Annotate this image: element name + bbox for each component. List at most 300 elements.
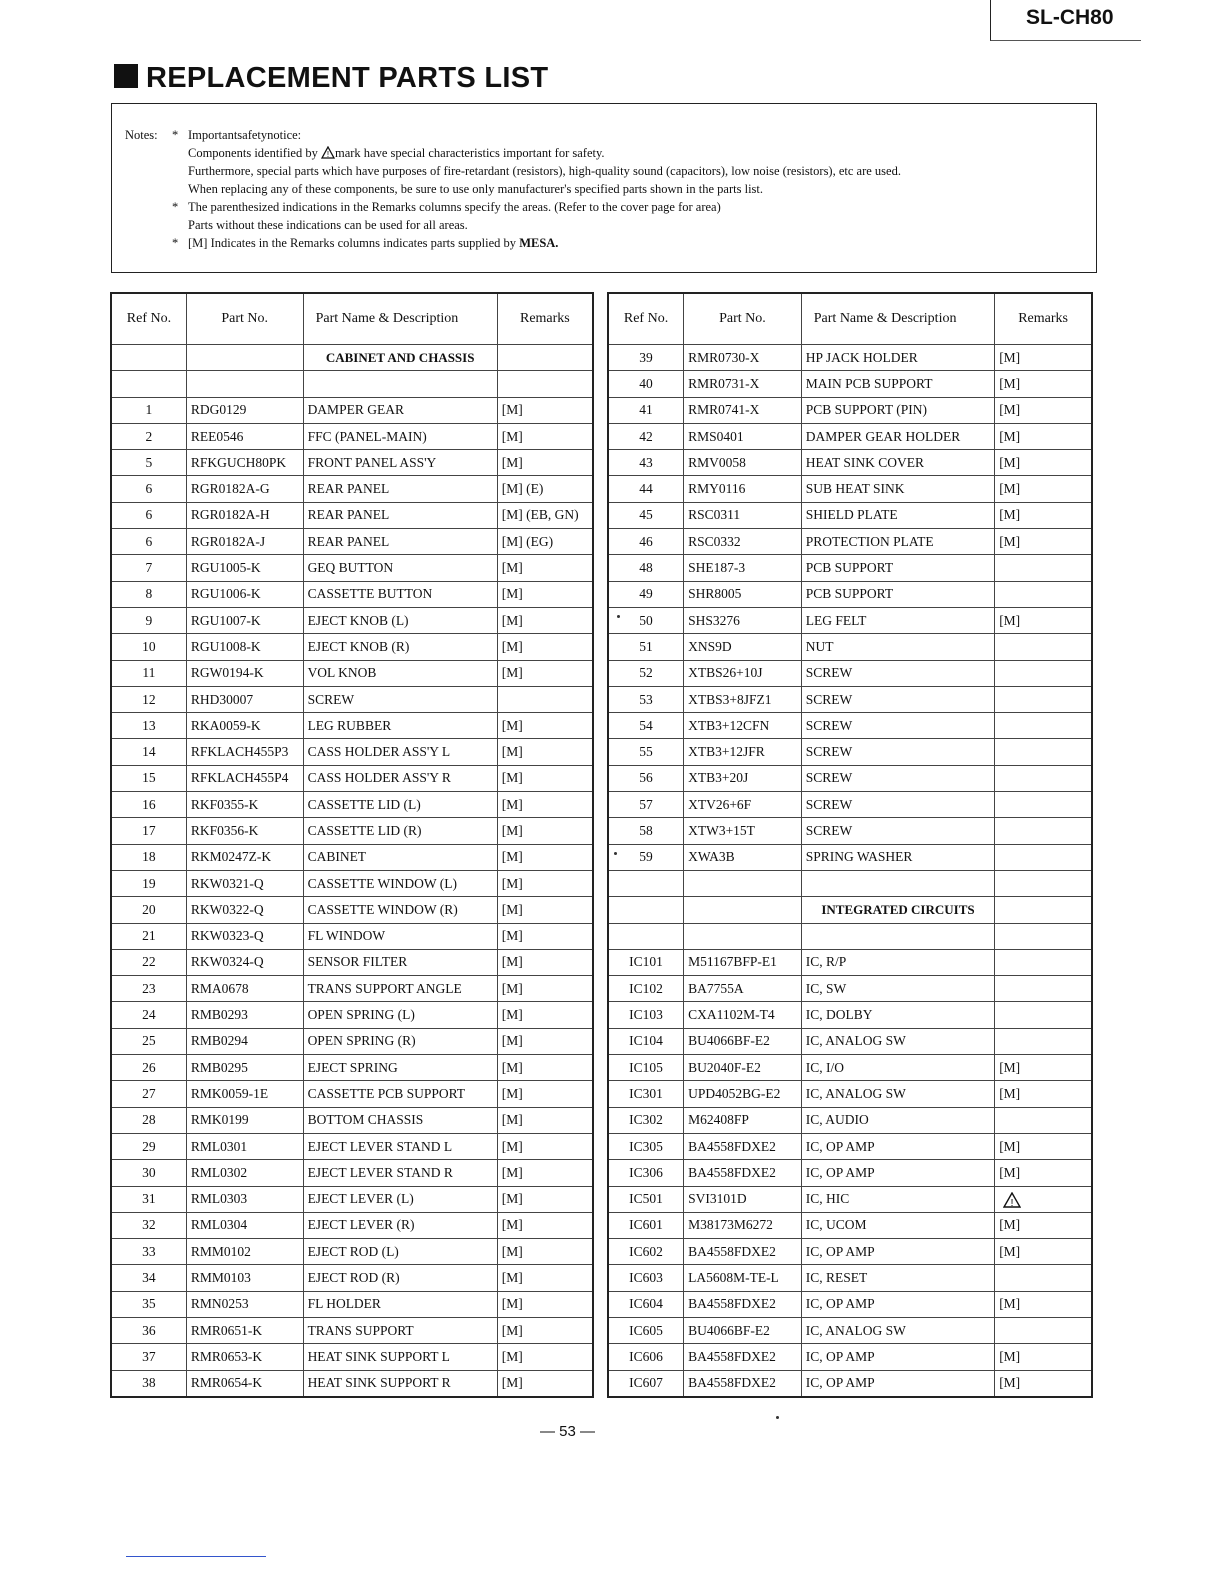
cell-part-no: M51167BFP-E1 bbox=[684, 949, 802, 975]
cell-ref: 9 bbox=[111, 607, 186, 633]
cell-description: EJECT ROD (L) bbox=[303, 1239, 497, 1265]
table-row bbox=[111, 1081, 593, 1107]
cell-remarks: [M] bbox=[497, 1160, 593, 1186]
cell-remarks: [M] bbox=[497, 660, 593, 686]
cell-ref: 30 bbox=[111, 1160, 186, 1186]
cell-description: REAR PANEL bbox=[303, 529, 497, 555]
cell-part-no: SHS3276 bbox=[684, 607, 802, 633]
cell-ref: 25 bbox=[111, 1028, 186, 1054]
cell-ref: 48 bbox=[608, 555, 684, 581]
cell-ref: IC603 bbox=[608, 1265, 684, 1291]
cell-description: IC, OP AMP bbox=[801, 1344, 994, 1370]
cell-ref: 32 bbox=[111, 1212, 186, 1238]
cell-part-no: RKA0059-K bbox=[186, 713, 303, 739]
cell-description: INTEGRATED CIRCUITS bbox=[801, 897, 994, 923]
cell-part-no: RGU1007-K bbox=[186, 607, 303, 633]
cell-part-no: RMM0103 bbox=[186, 1265, 303, 1291]
cell-ref: 14 bbox=[111, 739, 186, 765]
table-row bbox=[111, 1133, 593, 1159]
cell-description: CASS HOLDER ASS'Y R bbox=[303, 765, 497, 791]
cell-part-no: RFKLACH455P3 bbox=[186, 739, 303, 765]
cell-ref: 19 bbox=[111, 870, 186, 896]
cell-ref: 10 bbox=[111, 634, 186, 660]
table-row bbox=[608, 450, 1092, 476]
col-part-header: Part No. bbox=[684, 293, 802, 345]
cell-description: EJECT KNOB (R) bbox=[303, 634, 497, 660]
cell-remarks bbox=[995, 844, 1092, 870]
table-row bbox=[111, 686, 593, 712]
table-row bbox=[111, 502, 593, 528]
cell-ref: IC501 bbox=[608, 1186, 684, 1212]
cell-remarks: [M] bbox=[995, 1055, 1092, 1081]
cell-description: IC, OP AMP bbox=[801, 1370, 994, 1397]
cell-ref: IC601 bbox=[608, 1212, 684, 1238]
cell-remarks bbox=[995, 976, 1092, 1002]
cell-part-no: RKF0356-K bbox=[186, 818, 303, 844]
table-row bbox=[111, 581, 593, 607]
cell-part-no: XTBS26+10J bbox=[684, 660, 802, 686]
cell-description: IC, HIC bbox=[801, 1186, 994, 1212]
table-row bbox=[608, 686, 1092, 712]
cell-description: SCREW bbox=[801, 713, 994, 739]
cell-remarks: [M] (EB, GN) bbox=[497, 502, 593, 528]
model-number: SL-CH80 bbox=[1026, 6, 1114, 29]
cell-part-no: XTB3+20J bbox=[684, 765, 802, 791]
cell-description: SPRING WASHER bbox=[801, 844, 994, 870]
parts-table-right bbox=[607, 292, 1093, 1398]
cell-description: IC, OP AMP bbox=[801, 1133, 994, 1159]
cell-description: SCREW bbox=[801, 660, 994, 686]
cell-ref: 6 bbox=[111, 529, 186, 555]
cell-ref: 8 bbox=[111, 581, 186, 607]
cell-description: SHIELD PLATE bbox=[801, 502, 994, 528]
cell-description: EJECT LEVER STAND R bbox=[303, 1160, 497, 1186]
cell-remarks bbox=[995, 1107, 1092, 1133]
cell-remarks: [M] bbox=[497, 949, 593, 975]
cell-remarks: [M] bbox=[497, 1370, 593, 1397]
cell-part-no: RGR0182A-G bbox=[186, 476, 303, 502]
table-row bbox=[608, 607, 1092, 633]
cell-remarks bbox=[995, 765, 1092, 791]
page-title bbox=[114, 62, 548, 95]
cell-remarks: [M] bbox=[995, 476, 1092, 502]
cell-ref: IC101 bbox=[608, 949, 684, 975]
cell-remarks: [M] (EG) bbox=[497, 529, 593, 555]
cell-remarks bbox=[995, 1186, 1092, 1212]
scan-speck bbox=[614, 852, 617, 855]
table-row bbox=[111, 634, 593, 660]
cell-part-no: M62408FP bbox=[684, 1107, 802, 1133]
cell-ref: 51 bbox=[608, 634, 684, 660]
cell-description: IC, ANALOG SW bbox=[801, 1317, 994, 1343]
cell-ref: IC302 bbox=[608, 1107, 684, 1133]
cell-ref: 55 bbox=[608, 739, 684, 765]
cell-part-no: RKW0324-Q bbox=[186, 949, 303, 975]
cell-description: FL HOLDER bbox=[303, 1291, 497, 1317]
parts-table-left bbox=[110, 292, 594, 1398]
cell-part-no: BA4558FDXE2 bbox=[684, 1291, 802, 1317]
table-row bbox=[111, 423, 593, 449]
cell-description: PCB SUPPORT bbox=[801, 581, 994, 607]
cell-remarks: [M] bbox=[497, 1212, 593, 1238]
cell-description: IC, ANALOG SW bbox=[801, 1028, 994, 1054]
cell-part-no: RKW0321-Q bbox=[186, 870, 303, 896]
cell-remarks bbox=[995, 897, 1092, 923]
table-row bbox=[608, 949, 1092, 975]
table-row bbox=[111, 1160, 593, 1186]
cell-part-no: BU4066BF-E2 bbox=[684, 1317, 802, 1343]
cell-part-no: RML0303 bbox=[186, 1186, 303, 1212]
cell-ref: 45 bbox=[608, 502, 684, 528]
cell-part-no: RKM0247Z-K bbox=[186, 844, 303, 870]
cell-ref: 53 bbox=[608, 686, 684, 712]
cell-description: HEAT SINK COVER bbox=[801, 450, 994, 476]
cell-part-no: RMM0102 bbox=[186, 1239, 303, 1265]
table-row bbox=[608, 1002, 1092, 1028]
cell-ref: IC602 bbox=[608, 1239, 684, 1265]
cell-description: IC, OP AMP bbox=[801, 1291, 994, 1317]
cell-ref: 21 bbox=[111, 923, 186, 949]
table-row bbox=[111, 739, 593, 765]
table-row bbox=[111, 870, 593, 896]
cell-part-no: SHR8005 bbox=[684, 581, 802, 607]
table-row bbox=[608, 1028, 1092, 1054]
table-row bbox=[111, 1186, 593, 1212]
cell-ref: 6 bbox=[111, 502, 186, 528]
cell-ref bbox=[608, 870, 684, 896]
cell-part-no: XNS9D bbox=[684, 634, 802, 660]
cell-ref: 38 bbox=[111, 1370, 186, 1397]
cell-part-no: RMR0653-K bbox=[186, 1344, 303, 1370]
page-number: — 53 — bbox=[540, 1423, 596, 1440]
notes-box bbox=[111, 103, 1097, 273]
cell-ref: 58 bbox=[608, 818, 684, 844]
cell-remarks: [M] bbox=[497, 765, 593, 791]
notes-line-3: Furthermore, special parts which have purposes of fire-retardant (resistors), high-quality sound (capacitors), low noise (resistors), etc are used. bbox=[188, 164, 901, 178]
cell-ref: IC103 bbox=[608, 1002, 684, 1028]
cell-remarks bbox=[995, 818, 1092, 844]
table-row bbox=[608, 897, 1092, 923]
cell-part-no bbox=[186, 345, 303, 371]
cell-ref bbox=[111, 345, 186, 371]
cell-part-no: RMB0295 bbox=[186, 1055, 303, 1081]
cell-remarks: [M] bbox=[497, 1133, 593, 1159]
table-row bbox=[608, 371, 1092, 397]
cell-remarks: [M] bbox=[995, 1344, 1092, 1370]
cell-ref: 35 bbox=[111, 1291, 186, 1317]
table-row bbox=[111, 607, 593, 633]
cell-part-no: BA4558FDXE2 bbox=[684, 1239, 802, 1265]
table-row bbox=[111, 450, 593, 476]
cell-remarks bbox=[995, 1028, 1092, 1054]
cell-ref: 16 bbox=[111, 792, 186, 818]
cell-description: CASSETTE LID (R) bbox=[303, 818, 497, 844]
cell-part-no: SVI3101D bbox=[684, 1186, 802, 1212]
table-row bbox=[608, 818, 1092, 844]
cell-description bbox=[801, 923, 994, 949]
divider bbox=[126, 1556, 266, 1557]
table-row bbox=[111, 476, 593, 502]
table-row bbox=[111, 949, 593, 975]
cell-ref: IC604 bbox=[608, 1291, 684, 1317]
cell-part-no: CXA1102M-T4 bbox=[684, 1002, 802, 1028]
cell-part-no: RMB0294 bbox=[186, 1028, 303, 1054]
cell-remarks: [M] bbox=[497, 1002, 593, 1028]
cell-description: IC, AUDIO bbox=[801, 1107, 994, 1133]
cell-ref: IC104 bbox=[608, 1028, 684, 1054]
cell-ref: 37 bbox=[111, 1344, 186, 1370]
cell-description: IC, I/O bbox=[801, 1055, 994, 1081]
cell-part-no: LA5608M-TE-L bbox=[684, 1265, 802, 1291]
table-row bbox=[111, 397, 593, 423]
cell-description: CABINET AND CHASSIS bbox=[303, 345, 497, 371]
cell-description: LEG FELT bbox=[801, 607, 994, 633]
cell-ref: IC102 bbox=[608, 976, 684, 1002]
cell-description: FL WINDOW bbox=[303, 923, 497, 949]
title-square-icon bbox=[114, 64, 138, 88]
table-row bbox=[608, 1239, 1092, 1265]
cell-remarks: [M] bbox=[995, 1212, 1092, 1238]
cell-remarks bbox=[995, 792, 1092, 818]
table-row bbox=[111, 923, 593, 949]
notes-line-6: Parts without these indications can be used for all areas. bbox=[188, 218, 468, 232]
cell-description: HEAT SINK SUPPORT R bbox=[303, 1370, 497, 1397]
cell-ref: 1 bbox=[111, 397, 186, 423]
cell-description: CABINET bbox=[303, 844, 497, 870]
cell-description: IC, OP AMP bbox=[801, 1160, 994, 1186]
warning-triangle-icon bbox=[1003, 1192, 1021, 1208]
cell-part-no: BA4558FDXE2 bbox=[684, 1160, 802, 1186]
cell-remarks: [M] bbox=[995, 1160, 1092, 1186]
table-row bbox=[608, 870, 1092, 896]
cell-remarks: [M] bbox=[497, 634, 593, 660]
table-header-row bbox=[111, 293, 593, 345]
warning-triangle-icon bbox=[321, 146, 335, 159]
cell-part-no: RMR0651-K bbox=[186, 1317, 303, 1343]
cell-ref bbox=[608, 923, 684, 949]
table-row bbox=[111, 844, 593, 870]
cell-ref: 31 bbox=[111, 1186, 186, 1212]
col-remarks-header: Remarks bbox=[497, 293, 593, 345]
table-row bbox=[111, 976, 593, 1002]
notes-label: Notes: bbox=[125, 128, 158, 142]
cell-remarks: [M] bbox=[497, 739, 593, 765]
table-row bbox=[608, 765, 1092, 791]
cell-description: PCB SUPPORT (PIN) bbox=[801, 397, 994, 423]
cell-remarks: [M] bbox=[995, 1291, 1092, 1317]
cell-description: HEAT SINK SUPPORT L bbox=[303, 1344, 497, 1370]
table-row bbox=[608, 502, 1092, 528]
cell-remarks: [M] bbox=[497, 607, 593, 633]
table-row bbox=[608, 923, 1092, 949]
cell-remarks: [M] bbox=[497, 555, 593, 581]
cell-part-no: RKF0355-K bbox=[186, 792, 303, 818]
cell-ref: 5 bbox=[111, 450, 186, 476]
title-text: REPLACEMENT PARTS LIST bbox=[146, 62, 549, 94]
cell-part-no: XTB3+12CFN bbox=[684, 713, 802, 739]
table-row bbox=[608, 844, 1092, 870]
cell-ref: 20 bbox=[111, 897, 186, 923]
cell-remarks: [M] bbox=[497, 844, 593, 870]
cell-description: REAR PANEL bbox=[303, 502, 497, 528]
cell-remarks bbox=[497, 371, 593, 397]
cell-description: IC, DOLBY bbox=[801, 1002, 994, 1028]
cell-ref: IC607 bbox=[608, 1370, 684, 1397]
cell-remarks: [M] bbox=[497, 792, 593, 818]
cell-part-no: RMS0401 bbox=[684, 423, 802, 449]
cell-part-no: RMK0199 bbox=[186, 1107, 303, 1133]
cell-remarks: [M] bbox=[995, 423, 1092, 449]
cell-part-no: RGU1008-K bbox=[186, 634, 303, 660]
table-row bbox=[111, 818, 593, 844]
cell-remarks bbox=[497, 345, 593, 371]
cell-description: FFC (PANEL-MAIN) bbox=[303, 423, 497, 449]
col-desc-header: Part Name & Description bbox=[303, 293, 497, 345]
cell-description: BOTTOM CHASSIS bbox=[303, 1107, 497, 1133]
cell-remarks: [M] bbox=[497, 923, 593, 949]
cell-ref: IC305 bbox=[608, 1133, 684, 1159]
cell-description: EJECT SPRING bbox=[303, 1055, 497, 1081]
cell-part-no: RMN0253 bbox=[186, 1291, 303, 1317]
cell-part-no: RMR0654-K bbox=[186, 1370, 303, 1397]
cell-description: CASSETTE LID (L) bbox=[303, 792, 497, 818]
col-remarks-header: Remarks bbox=[995, 293, 1092, 345]
cell-part-no: RMR0731-X bbox=[684, 371, 802, 397]
cell-remarks: [M] bbox=[995, 529, 1092, 555]
cell-remarks: [M] bbox=[497, 1291, 593, 1317]
table-row bbox=[608, 634, 1092, 660]
cell-description: SCREW bbox=[801, 739, 994, 765]
table-row bbox=[111, 1055, 593, 1081]
table-row bbox=[111, 1370, 593, 1397]
cell-remarks: [M] bbox=[497, 397, 593, 423]
cell-ref: 56 bbox=[608, 765, 684, 791]
cell-description: MAIN PCB SUPPORT bbox=[801, 371, 994, 397]
cell-part-no: RFKGUCH80PK bbox=[186, 450, 303, 476]
cell-ref: IC301 bbox=[608, 1081, 684, 1107]
cell-ref: 57 bbox=[608, 792, 684, 818]
cell-description: CASS HOLDER ASS'Y L bbox=[303, 739, 497, 765]
table-row bbox=[111, 765, 593, 791]
table-row bbox=[608, 713, 1092, 739]
cell-part-no: RMR0730-X bbox=[684, 345, 802, 371]
cell-ref: 12 bbox=[111, 686, 186, 712]
table-row bbox=[608, 581, 1092, 607]
cell-description: IC, SW bbox=[801, 976, 994, 1002]
table-row bbox=[608, 476, 1092, 502]
cell-part-no: BU4066BF-E2 bbox=[684, 1028, 802, 1054]
cell-description: IC, R/P bbox=[801, 949, 994, 975]
scan-speck bbox=[776, 1416, 779, 1419]
notes-line-4: When replacing any of these components, be sure to use only manufacturer's specified parts shown in the parts list. bbox=[188, 182, 764, 196]
cell-remarks: [M] bbox=[497, 450, 593, 476]
cell-part-no: RMA0678 bbox=[186, 976, 303, 1002]
table-row bbox=[608, 1107, 1092, 1133]
cell-ref: 24 bbox=[111, 1002, 186, 1028]
cell-remarks: [M] bbox=[497, 423, 593, 449]
scan-speck bbox=[617, 615, 620, 618]
cell-description: LEG RUBBER bbox=[303, 713, 497, 739]
cell-remarks: [M] bbox=[995, 371, 1092, 397]
cell-part-no: RFKLACH455P4 bbox=[186, 765, 303, 791]
svg-text:!: ! bbox=[326, 150, 330, 159]
cell-part-no: REE0546 bbox=[186, 423, 303, 449]
cell-remarks bbox=[995, 949, 1092, 975]
cell-part-no bbox=[684, 923, 802, 949]
cell-part-no: UPD4052BG-E2 bbox=[684, 1081, 802, 1107]
cell-part-no bbox=[684, 897, 802, 923]
cell-part-no: RML0304 bbox=[186, 1212, 303, 1238]
table-row bbox=[608, 1186, 1092, 1212]
table-row bbox=[111, 1317, 593, 1343]
table-body bbox=[608, 345, 1092, 1397]
cell-ref: 15 bbox=[111, 765, 186, 791]
cell-description bbox=[801, 870, 994, 896]
cell-description: DAMPER GEAR HOLDER bbox=[801, 423, 994, 449]
table-row bbox=[111, 1212, 593, 1238]
cell-ref: IC606 bbox=[608, 1344, 684, 1370]
table-row bbox=[608, 1344, 1092, 1370]
cell-part-no: RGR0182A-H bbox=[186, 502, 303, 528]
cell-description: IC, OP AMP bbox=[801, 1239, 994, 1265]
cell-part-no bbox=[684, 870, 802, 896]
cell-remarks: [M] bbox=[497, 1317, 593, 1343]
cell-description: EJECT KNOB (L) bbox=[303, 607, 497, 633]
cell-description: CASSETTE BUTTON bbox=[303, 581, 497, 607]
cell-remarks: [M] bbox=[995, 607, 1092, 633]
cell-remarks bbox=[995, 686, 1092, 712]
table-row bbox=[608, 397, 1092, 423]
cell-part-no bbox=[186, 371, 303, 397]
table-row bbox=[111, 1344, 593, 1370]
cell-ref: 43 bbox=[608, 450, 684, 476]
cell-description: SCREW bbox=[801, 765, 994, 791]
cell-part-no: RMV0058 bbox=[684, 450, 802, 476]
table-row bbox=[608, 1081, 1092, 1107]
cell-remarks bbox=[995, 581, 1092, 607]
table-row bbox=[111, 1265, 593, 1291]
cell-part-no: XTW3+15T bbox=[684, 818, 802, 844]
col-desc-header: Part Name & Description bbox=[801, 293, 994, 345]
cell-remarks bbox=[497, 686, 593, 712]
cell-description: GEQ BUTTON bbox=[303, 555, 497, 581]
cell-description: SCREW bbox=[801, 818, 994, 844]
cell-description bbox=[303, 371, 497, 397]
notes-line-1: Importantsafetynotice: bbox=[188, 128, 302, 142]
notes-line-2: Components identified by ! mark have special characteristics important for safety. bbox=[188, 146, 605, 160]
table-row bbox=[608, 792, 1092, 818]
cell-part-no: BA4558FDXE2 bbox=[684, 1370, 802, 1397]
cell-ref: 40 bbox=[608, 371, 684, 397]
cell-part-no: BA4558FDXE2 bbox=[684, 1133, 802, 1159]
table-row bbox=[111, 1028, 593, 1054]
cell-part-no: BA4558FDXE2 bbox=[684, 1344, 802, 1370]
table-row bbox=[111, 529, 593, 555]
cell-ref bbox=[608, 897, 684, 923]
cell-remarks bbox=[995, 660, 1092, 686]
cell-part-no: RGW0194-K bbox=[186, 660, 303, 686]
cell-part-no: RGU1005-K bbox=[186, 555, 303, 581]
cell-ref: 6 bbox=[111, 476, 186, 502]
cell-part-no: RKW0322-Q bbox=[186, 897, 303, 923]
cell-remarks: [M] bbox=[497, 1055, 593, 1081]
col-part-header: Part No. bbox=[186, 293, 303, 345]
cell-ref: 7 bbox=[111, 555, 186, 581]
cell-description: IC, UCOM bbox=[801, 1212, 994, 1238]
table-row bbox=[608, 1212, 1092, 1238]
cell-part-no: RHD30007 bbox=[186, 686, 303, 712]
table-row bbox=[608, 555, 1092, 581]
